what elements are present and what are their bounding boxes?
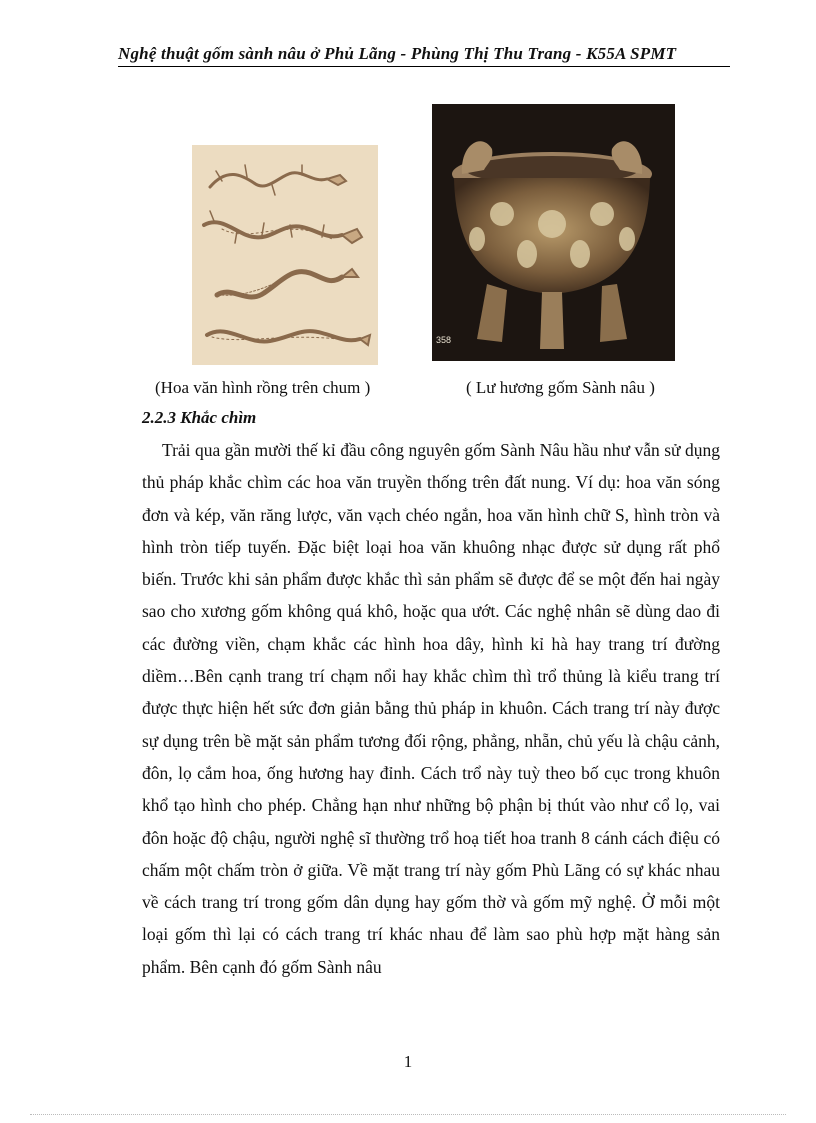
body-paragraph xyxy=(142,434,720,983)
censer-drawing xyxy=(432,104,675,361)
running-header: Nghệ thuật gốm sành nâu ở Phủ Lãng - Phùng Thị Thu Trang - K55A SPMT xyxy=(118,44,730,67)
section-heading: 2.2.3 Khắc chìm xyxy=(142,408,257,427)
page-number: 1 xyxy=(403,1052,413,1071)
dragon-figure-caption: (Hoa văn hình rồng trên chum ) xyxy=(155,378,371,397)
photo-number-label: 358 xyxy=(436,335,452,345)
censer-photo xyxy=(432,104,675,361)
footer-divider xyxy=(30,1114,786,1115)
dragon-motif-figure xyxy=(192,145,378,365)
censer-figure-caption: ( Lư hương gốm Sành nâu ) xyxy=(466,378,655,397)
dragon-motif-drawing xyxy=(192,145,378,365)
body-paragraph-text: Trải qua gần mười thế kỉ đầu công nguyên gốm Sành Nâu hầu như vẫn sử dụng thủ pháp khắc chìm các hoa văn truyền thống trên đất nung. Ví dụ: hoa văn sóng đơn và kép, văn răng lược, văn vạch chéo ngắn, hoa văn hình chữ S, hình tròn và hình tròn tiếp tuyến. Đặc biệt loại hoa văn khuông nhạc được sử dụng rất phổ biến. Trước khi sản phẩm được khắc thì sản phẩm sẽ được để se một đến hai ngày sao cho xương gốm không quá khô, hoặc qua ướt. Các nghệ nhân sẽ dùng dao đi các đường viền, chạm khắc các hình hoa dây, hình kỉ hà hay trang trí đường diềm…Bên cạnh trang trí chạm nổi hay khắc chìm thì trổ thủng là kiểu trang trí được thực hiện hết sức đơn giản bằng thủ pháp in khuôn. Cách trang trí này được sự dụng trên bề mặt sản phẩm tương đối rộng, phẳng, nhẵn, chủ yếu là chậu cảnh, đôn, lọ cắm hoa, ống hương hay đỉnh. Cách trổ này tuỳ theo bố cục trong khuôn khổ tạo hình cho phép. Chẳng hạn như những bộ phận bị thút vào như cổ lọ, vai đôn hoặc độ chậu, người nghệ sĩ thường trổ hoạ tiết hoa tranh 8 cánh cách điệu có chấm một chấm tròn ở giữa. Về mặt trang trí này gốm Phù Lãng có sự khác nhau về cách trang trí trong gốm dân dụng hay gốm thờ và gốm mỹ nghệ. Ở mỗi một loại gốm thì lại có cách trang trí khác nhau để làm sao phù hợp mặt hàng sản phẩm. Bên cạnh đó gốm Sành nâu xyxy=(142,440,720,977)
